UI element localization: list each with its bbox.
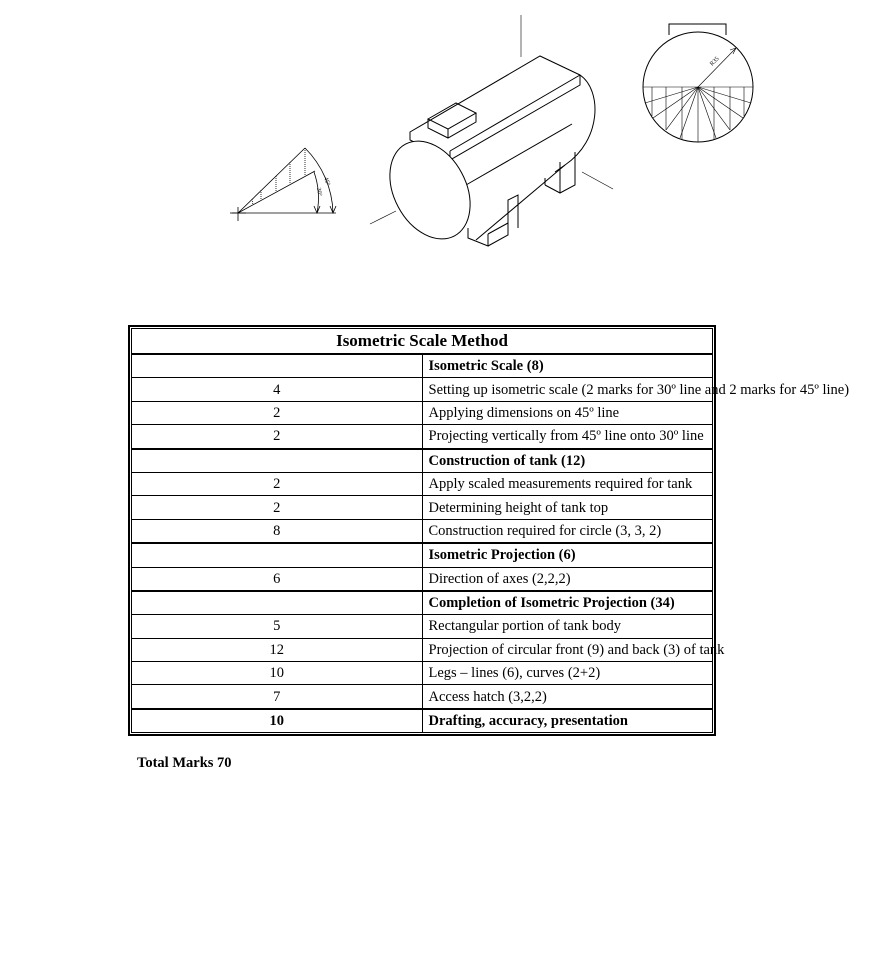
mark-cell: 4	[132, 378, 423, 401]
mark-cell	[132, 591, 423, 615]
criterion-cell: Projecting vertically from 45º line onto 30º line	[422, 425, 713, 449]
criterion-cell: Access hatch (3,2,2)	[422, 685, 713, 709]
table-row	[132, 378, 713, 401]
marking-scheme-body	[132, 329, 850, 733]
section-heading-row	[132, 354, 713, 378]
tank-drawing	[0, 0, 892, 320]
radius-label: R35	[709, 56, 721, 68]
mark-cell: 2	[132, 425, 423, 449]
mark-cell: 8	[132, 519, 423, 543]
mark-cell: 2	[132, 401, 423, 424]
table-row	[132, 685, 713, 709]
section-heading: Completion of Isometric Projection (34)	[422, 591, 713, 615]
table-row	[132, 615, 713, 638]
marking-scheme-table	[128, 325, 850, 736]
table-row	[132, 662, 713, 685]
criterion-cell: Determining height of tank top	[422, 496, 713, 519]
angle-45-label: 45°	[322, 176, 331, 187]
section-heading: Isometric Projection (6)	[422, 543, 713, 567]
table-title-row	[132, 329, 713, 355]
mark-cell: 2	[132, 496, 423, 519]
section-heading: Construction of tank (12)	[422, 449, 713, 473]
mark-cell: 12	[132, 638, 423, 661]
circle-construction	[643, 24, 753, 142]
table-row	[132, 401, 713, 424]
criterion-cell: Direction of axes (2,2,2)	[422, 567, 713, 591]
table-row	[132, 425, 713, 449]
angle-30-label: 30°	[315, 187, 323, 197]
mark-cell: 10	[132, 662, 423, 685]
criterion-cell: Rectangular portion of tank body	[422, 615, 713, 638]
criterion-cell: Setting up isometric scale (2 marks for 30º line and 2 marks for 45º line)	[422, 378, 713, 401]
section-heading: Isometric Scale (8)	[422, 354, 713, 378]
section-heading-row	[132, 591, 713, 615]
criterion-cell: Drafting, accuracy, presentation	[422, 709, 713, 733]
criterion-cell: Legs – lines (6), curves (2+2)	[422, 662, 713, 685]
table-row	[132, 638, 713, 661]
mark-cell: 2	[132, 472, 423, 495]
table-row	[132, 472, 713, 495]
table-row	[132, 567, 713, 591]
mark-cell: 6	[132, 567, 423, 591]
table-title: Isometric Scale Method	[132, 329, 713, 355]
table-row	[132, 496, 713, 519]
mark-cell	[132, 449, 423, 473]
criterion-cell: Construction required for circle (3, 3, 2)	[422, 519, 713, 543]
mark-cell: 10	[132, 709, 423, 733]
mark-cell: 7	[132, 685, 423, 709]
mark-cell	[132, 543, 423, 567]
criterion-cell: Projection of circular front (9) and back (3) of tank	[422, 638, 713, 661]
section-heading-row	[132, 543, 713, 567]
final-row	[132, 709, 713, 733]
criterion-cell: Apply scaled measurements required for tank	[422, 472, 713, 495]
isometric-tank	[370, 15, 613, 253]
section-heading-row	[132, 449, 713, 473]
mark-cell	[132, 354, 423, 378]
total-marks: Total Marks 70	[137, 755, 232, 771]
criterion-cell: Applying dimensions on 45º line	[422, 401, 713, 424]
table-row	[132, 519, 713, 543]
mark-cell: 5	[132, 615, 423, 638]
isometric-scale-construction	[230, 148, 336, 221]
